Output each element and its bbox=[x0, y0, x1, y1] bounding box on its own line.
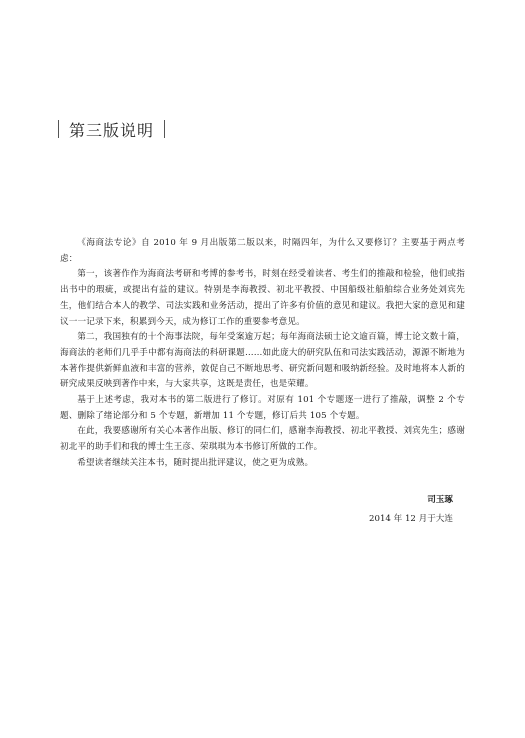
signature-block bbox=[369, 492, 453, 527]
section-heading bbox=[58, 118, 165, 140]
paragraph-revision-summary: 基于上述考虑，我对本书的第二版进行了修订。对原有 101 个专题逐一进行了推敲，调整 2 个专题、删除了绪论部分和 5 个专题，新增加 11 个专题，修订后共 105 个专题。 bbox=[60, 395, 465, 421]
paragraph-acknowledgements: 在此，我要感谢所有关心本著作出版、修订的同仁们，感谢李海教授、初北平教授、刘宾先生；感谢初北平的助手们和我的博士生王彦、荣琪琪为本书修订所做的工作。 bbox=[60, 426, 465, 453]
preface-body bbox=[60, 236, 465, 472]
paragraph-closing: 希望读者继续关注本书，随时提出批评建议，使之更为成熟。 bbox=[77, 457, 314, 468]
paragraph-intro: 《海商法专论》自 2010 年 9 月出版第二版以来，时隔四年，为什么又要修订？主要基于两点考虑： bbox=[60, 238, 465, 264]
author-name: 司玉琢 bbox=[427, 495, 453, 505]
heading-right-bar bbox=[164, 120, 165, 138]
page-title: 第三版说明 bbox=[69, 120, 155, 140]
paragraph-first-reason: 第一，该著作作为海商法考研和考博的参考书，时刻在经受着读者、考生们的推敲和检验，他们或指出书中的瑕疵，或提出有益的建议。特别是李海教授、初北平教授、中国船级社船舶综合业务处刘宾先生，他们结合本人的教学、司法实践和业务活动，提出了许多有价值的意见和建议。我把大家的意见和建议一一记录下来，积累到今天，成为修订工作的重要参考意见。 bbox=[60, 269, 465, 327]
paragraph-second-reason: 第二，我国独有的十个海事法院，每年受案逾万起；每年海商法硕士论文逾百篇，博士论文数十篇，海商法的老师们几乎手中都有海商法的科研课题……如此庞大的研究队伍和司法实践活动，源源不断地为本著作提供新鲜血液和丰富的营养，敦促自己不断地思考、研究新问题和吸纳新经验。及时地将本人新的研究成果反映到著作中来，与大家共享，这既是责任，也是荣耀。 bbox=[60, 332, 465, 390]
date-place: 2014 年 12 月于大连 bbox=[369, 514, 453, 524]
